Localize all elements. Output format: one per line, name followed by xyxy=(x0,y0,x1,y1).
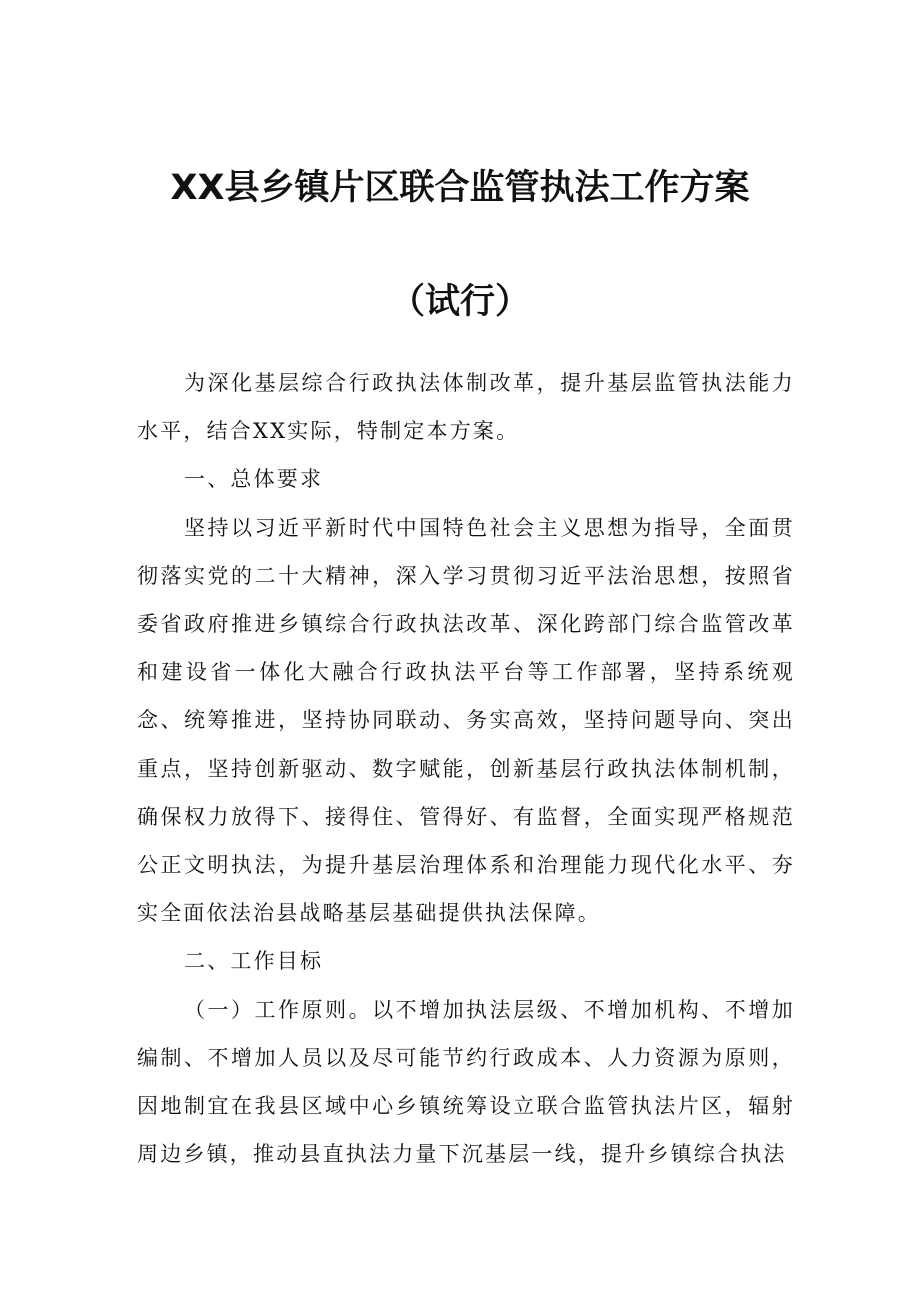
document-body xyxy=(137,359,795,1178)
section-heading-work-goals: 二、工作目标 xyxy=(184,949,324,974)
intro-paragraph: 为深化基层综合行政执法体制改革，提升基层监管执法能力水平，结合XX实际，特制定本方案。 xyxy=(137,371,795,444)
document-subtitle: （试行） xyxy=(389,282,530,322)
document-title: XX县乡镇片区联合监管执法工作方案 xyxy=(170,168,750,208)
general-requirements-paragraph: 坚持以习近平新时代中国特色社会主义思想为指导，全面贯彻落实党的二十大精神，深入学习贯彻习近平法治思想，按照省委省政府推进乡镇综合行政执法改革、深化跨部门综合监管改革和建设省一体化大融合行政执法平台等工作部署，坚持系统观念、统筹推进，坚持协同联动、务实高效，坚持问题导向、突出重点，坚持创新驱动、数字赋能，创新基层行政执法体制机制，确保权力放得下、接得住、管得好、有监督，全面实现严格规范公正文明执法，为提升基层治理体系和治理能力现代化水平、夯实全面依法治县战略基层基础提供执法保障。 xyxy=(137,515,795,926)
work-principles-paragraph: （一）工作原则。以不增加执法层级、不增加机构、不增加编制、不增加人员以及尽可能节约行政成本、人力资源为原则，因地制宜在我县区域中心乡镇统筹设立联合监管执法片区，辐射周边乡镇，推动县直执法力量下沉基层一线，提升乡镇综合执法 xyxy=(137,997,795,1167)
section-heading-general-requirements: 一、总体要求 xyxy=(184,467,324,492)
